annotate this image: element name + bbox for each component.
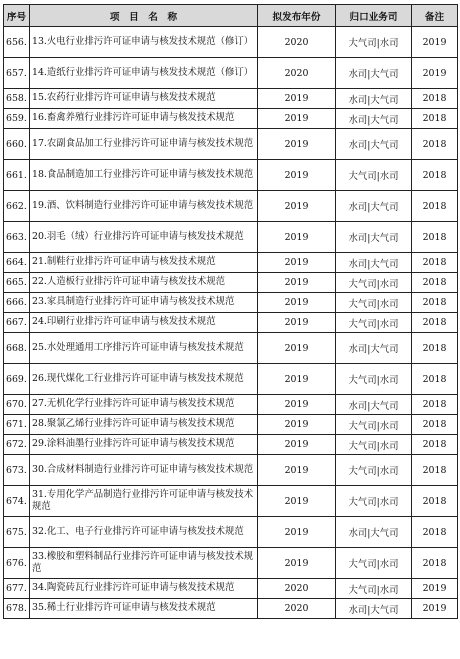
table-row [4, 579, 458, 599]
table-row [4, 253, 458, 273]
cell-project-name: 18.食品制造加工行业排污许可证申请与核发技术规范 [30, 160, 258, 191]
cell-note: 2018 [412, 395, 458, 415]
cell-note: 2019 [412, 58, 458, 89]
cell-note: 2018 [412, 129, 458, 160]
cell-department: 水司|大气司 [336, 222, 412, 253]
cell-project-name: 30.合成材料制造行业排污许可证申请与核发技术规范 [30, 455, 258, 486]
cell-serial-number: 659. [4, 109, 30, 129]
cell-project-name: 21.制鞋行业排污许可证申请与核发技术规范 [30, 253, 258, 273]
cell-serial-number: 678. [4, 599, 30, 619]
cell-planned-year: 2020 [258, 599, 336, 619]
cell-project-name: 26.现代煤化工行业排污许可证申请与核发技术规范 [30, 364, 258, 395]
table-row [4, 486, 458, 517]
table-row [4, 548, 458, 579]
cell-note: 2019 [412, 27, 458, 58]
cell-note: 2018 [412, 160, 458, 191]
cell-department: 大气司|水司 [336, 27, 412, 58]
cell-project-name: 23.家具制造行业排污许可证申请与核发技术规范 [30, 293, 258, 313]
cell-project-name: 16.畜禽养殖行业排污许可证申请与核发技术规范 [30, 109, 258, 129]
table-row [4, 109, 458, 129]
cell-project-name: 34.陶瓷砖瓦行业排污许可证申请与核发技术规范 [30, 579, 258, 599]
table-row [4, 27, 458, 58]
cell-department: 大气司|水司 [336, 313, 412, 333]
cell-project-name: 14.造纸行业排污许可证申请与核发技术规范（修订） [30, 58, 258, 89]
cell-note: 2018 [412, 415, 458, 435]
cell-planned-year: 2019 [258, 333, 336, 364]
cell-department: 水司|大气司 [336, 191, 412, 222]
cell-department: 水司|大气司 [336, 395, 412, 415]
table-row [4, 191, 458, 222]
cell-note: 2018 [412, 313, 458, 333]
cell-note: 2018 [412, 109, 458, 129]
cell-serial-number: 656. [4, 27, 30, 58]
cell-planned-year: 2019 [258, 109, 336, 129]
cell-department: 大气司|水司 [336, 455, 412, 486]
cell-project-name: 28.聚氯乙烯行业排污许可证申请与核发技术规范 [30, 415, 258, 435]
cell-planned-year: 2019 [258, 415, 336, 435]
cell-project-name: 17.农副食品加工行业排污许可证申请与核发技术规范 [30, 129, 258, 160]
cell-note: 2018 [412, 548, 458, 579]
cell-department: 大气司|水司 [336, 579, 412, 599]
cell-serial-number: 658. [4, 89, 30, 109]
cell-serial-number: 673. [4, 455, 30, 486]
cell-planned-year: 2019 [258, 160, 336, 191]
cell-planned-year: 2019 [258, 293, 336, 313]
cell-planned-year: 2019 [258, 191, 336, 222]
header-serial-number: 序号 [4, 5, 30, 27]
table-row [4, 395, 458, 415]
cell-planned-year: 2019 [258, 364, 336, 395]
table-row [4, 455, 458, 486]
cell-serial-number: 677. [4, 579, 30, 599]
cell-note: 2018 [412, 89, 458, 109]
cell-serial-number: 664. [4, 253, 30, 273]
cell-note: 2018 [412, 364, 458, 395]
cell-note: 2018 [412, 455, 458, 486]
table-row [4, 222, 458, 253]
cell-note: 2018 [412, 486, 458, 517]
cell-planned-year: 2019 [258, 435, 336, 455]
cell-planned-year: 2019 [258, 395, 336, 415]
table-header-row [4, 5, 458, 27]
cell-department: 大气司|水司 [336, 435, 412, 455]
table-row [4, 293, 458, 313]
cell-note: 2018 [412, 517, 458, 548]
cell-project-name: 15.农药行业排污许可证申请与核发技术规范 [30, 89, 258, 109]
cell-project-name: 20.羽毛（绒）行业排污许可证申请与核发技术规范 [30, 222, 258, 253]
cell-project-name: 35.稀土行业排污许可证申请与核发技术规范 [30, 599, 258, 619]
header-note: 备注 [412, 5, 458, 27]
cell-project-name: 29.涂料油墨行业排污许可证申请与核发技术规范 [30, 435, 258, 455]
cell-planned-year: 2019 [258, 455, 336, 486]
cell-serial-number: 657. [4, 58, 30, 89]
cell-serial-number: 676. [4, 548, 30, 579]
cell-serial-number: 668. [4, 333, 30, 364]
cell-department: 水司|大气司 [336, 109, 412, 129]
table-row [4, 415, 458, 435]
table-row [4, 89, 458, 109]
cell-serial-number: 663. [4, 222, 30, 253]
cell-project-name: 19.酒、饮料制造行业排污许可证申请与核发技术规范 [30, 191, 258, 222]
table-row [4, 273, 458, 293]
cell-department: 大气司|水司 [336, 548, 412, 579]
table-row [4, 129, 458, 160]
header-planned-year: 拟发布年份 [258, 5, 336, 27]
table-row [4, 517, 458, 548]
cell-planned-year: 2019 [258, 222, 336, 253]
cell-note: 2018 [412, 273, 458, 293]
cell-department: 水司|大气司 [336, 58, 412, 89]
cell-planned-year: 2019 [258, 548, 336, 579]
cell-planned-year: 2020 [258, 579, 336, 599]
cell-department: 大气司|水司 [336, 293, 412, 313]
cell-note: 2018 [412, 222, 458, 253]
table-row [4, 435, 458, 455]
cell-department: 水司|大气司 [336, 517, 412, 548]
table-row [4, 160, 458, 191]
cell-project-name: 25.水处理通用工序排污许可证申请与核发技术规范 [30, 333, 258, 364]
cell-serial-number: 674. [4, 486, 30, 517]
header-department: 归口业务司 [336, 5, 412, 27]
cell-note: 2019 [412, 599, 458, 619]
header-project-name: 项 目 名 称 [30, 5, 258, 27]
cell-department: 大气司|水司 [336, 364, 412, 395]
cell-department: 水司|大气司 [336, 333, 412, 364]
cell-planned-year: 2019 [258, 313, 336, 333]
cell-planned-year: 2019 [258, 253, 336, 273]
cell-serial-number: 671. [4, 415, 30, 435]
cell-planned-year: 2019 [258, 273, 336, 293]
cell-note: 2018 [412, 435, 458, 455]
cell-serial-number: 672. [4, 435, 30, 455]
table-row [4, 599, 458, 619]
cell-project-name: 22.人造板行业排污许可证申请与核发技术规范 [30, 273, 258, 293]
cell-planned-year: 2019 [258, 89, 336, 109]
cell-department: 水司|大气司 [336, 89, 412, 109]
cell-planned-year: 2019 [258, 517, 336, 548]
cell-note: 2018 [412, 191, 458, 222]
cell-project-name: 24.印刷行业排污许可证申请与核发技术规范 [30, 313, 258, 333]
cell-department: 大气司|水司 [336, 160, 412, 191]
cell-project-name: 27.无机化学行业排污许可证申请与核发技术规范 [30, 395, 258, 415]
cell-serial-number: 669. [4, 364, 30, 395]
table-row [4, 313, 458, 333]
cell-note: 2018 [412, 333, 458, 364]
cell-serial-number: 661. [4, 160, 30, 191]
cell-serial-number: 660. [4, 129, 30, 160]
cell-planned-year: 2020 [258, 58, 336, 89]
cell-note: 2019 [412, 579, 458, 599]
standards-table [3, 4, 458, 619]
table-row [4, 333, 458, 364]
table-row [4, 58, 458, 89]
cell-project-name: 13.火电行业排污许可证申请与核发技术规范（修订） [30, 27, 258, 58]
cell-serial-number: 670. [4, 395, 30, 415]
table-row [4, 364, 458, 395]
cell-department: 水司|大气司 [336, 599, 412, 619]
cell-project-name: 32.化工、电子行业排污许可证申请与核发技术规范 [30, 517, 258, 548]
cell-project-name: 33.橡胶和塑料制品行业排污许可证申请与核发技术规范 [30, 548, 258, 579]
cell-department: 大气司|水司 [336, 273, 412, 293]
cell-serial-number: 667. [4, 313, 30, 333]
cell-department: 水司|大气司 [336, 129, 412, 160]
cell-serial-number: 665. [4, 273, 30, 293]
cell-note: 2018 [412, 253, 458, 273]
cell-department: 大气司|水司 [336, 415, 412, 435]
cell-department: 水司|大气司 [336, 253, 412, 273]
cell-note: 2018 [412, 293, 458, 313]
cell-serial-number: 662. [4, 191, 30, 222]
cell-serial-number: 666. [4, 293, 30, 313]
cell-planned-year: 2019 [258, 486, 336, 517]
cell-planned-year: 2020 [258, 27, 336, 58]
cell-planned-year: 2019 [258, 129, 336, 160]
cell-department: 大气司|水司 [336, 486, 412, 517]
cell-serial-number: 675. [4, 517, 30, 548]
cell-project-name: 31.专用化学产品制造行业排污许可证申请与核发技术规范 [30, 486, 258, 517]
